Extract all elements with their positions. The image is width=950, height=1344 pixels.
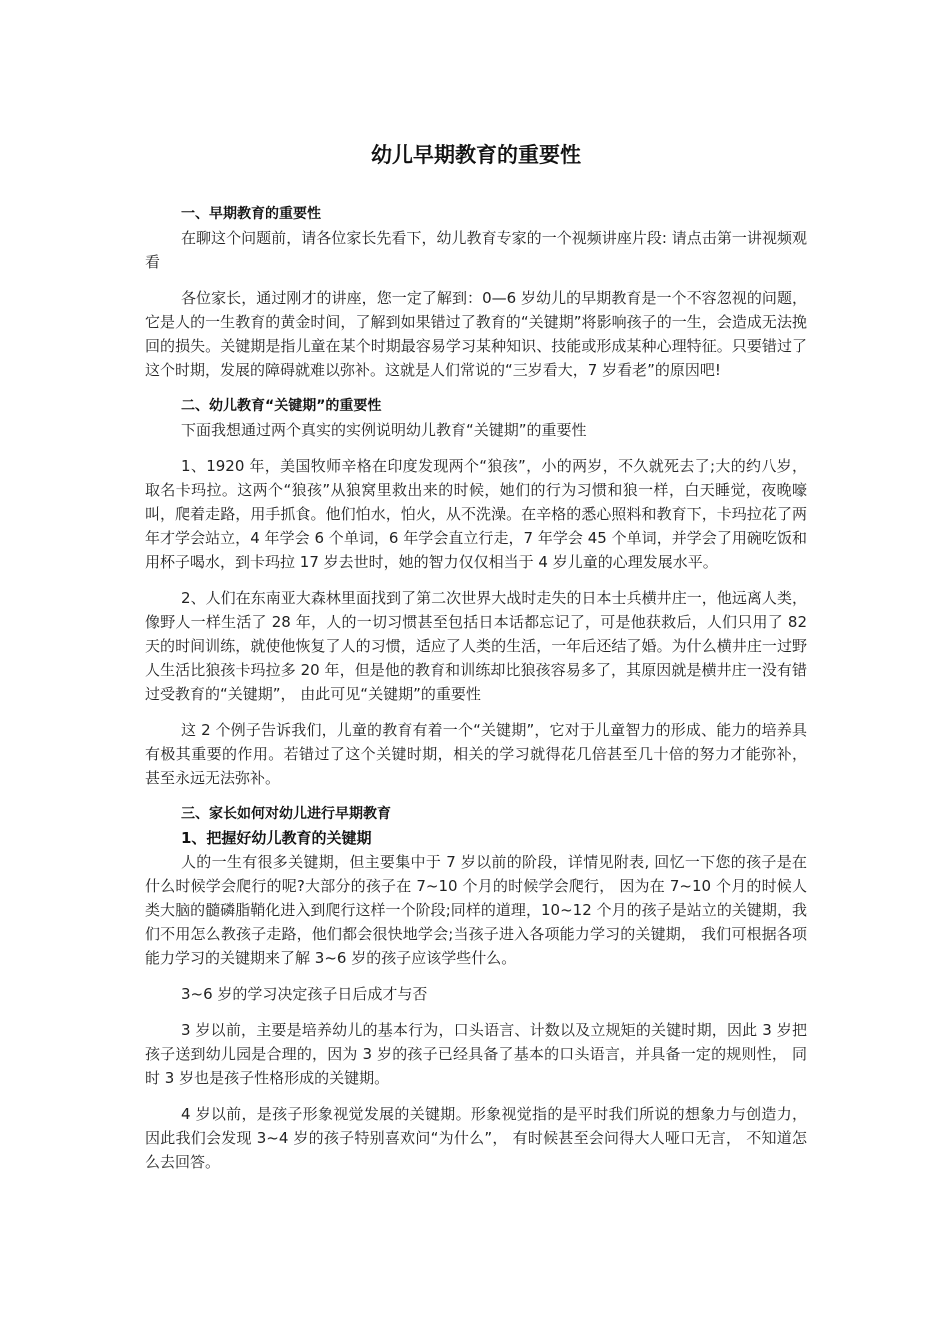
section-3-paragraph-1: 人的一生有很多关键期，但主要集中于 7 岁以前的阶段，详情见附表, 回忆一下您的孩子是在什么时候学会爬行的呢?大部分的孩子在 7~10 个月的时候学会爬行， 因为在 7~10 个月的时候人类大脑的髓磷脂鞘化进入到爬行这样一个阶段;同样的道理，10~12 个月的孩子是站立的关键期，我们不用怎么教孩子走路，他们都会很快地学会;当孩子进入各项能力学习的关键期， 我们可根据各项能力学习的关键期来了解 3~6 岁的孩子应该学些什么。 [145, 853, 807, 967]
section-2-paragraph-4: 这 2 个例子告诉我们，儿童的教育有着一个“关键期”，它对于儿童智力的形成、能力的培养具有极其重要的作用。若错过了这个关键时期，相关的学习就得花几倍甚至几十倍的努力才能弥补， 甚至永远无法弥补。 [145, 721, 807, 787]
section-3-paragraph-3: 3 岁以前，主要是培养幼儿的基本行为，口头语言、计数以及立规矩的关键时期，因此 3 岁把孩子送到幼儿园是合理的，因为 3 岁的孩子已经具备了基本的口头语言，并具备一定的规则性， 同时 3 岁也是孩子性格形成的关键期。 [145, 1021, 807, 1087]
page-title: 幼儿早期教育的重要性 [371, 143, 581, 167]
section-3-paragraph-2: 3~6 岁的学习决定孩子日后成才与否 [181, 985, 428, 1003]
section-1-heading: 一、早期教育的重要性 [181, 206, 321, 222]
section-1-paragraph-1: 在聊这个问题前，请各位家长先看下，幼儿教育专家的一个视频讲座片段: 请点击第一讲视频观看 [145, 229, 807, 271]
section-2-paragraph-3: 2、人们在东南亚大森林里面找到了第二次世界大战时走失的日本士兵横井庄一，他远离人类，像野人一样生活了 28 年，人的一切习惯甚至包括日本话都忘记了，可是他获救后，人们只用了 82 天的时间训练，就使他恢复了人的习惯，适应了人类的生活，一年后还结了婚。为什么横井庄一过野人生活比狼孩卡玛拉多 20 年，但是他的教育和训练却比狼孩容易多了，其原因就是横井庄一没有错过受教育的“关键期”， 由此可见“关键期”的重要性 [145, 589, 807, 703]
section-1-paragraph-2: 各位家长，通过刚才的讲座，您一定了解到：0—6 岁幼儿的早期教育是一个不容忽视的问题，它是人的一生教育的黄金时间，了解到如果错过了教育的“关键期”将影响孩子的一生，会造成无法挽回的损失。关键期是指儿童在某个时期最容易学习某种知识、技能或形成某种心理特征。只要错过了这个时期，发展的障碍就难以弥补。这就是人们常说的“三岁看大，7 岁看老”的原因吧! [145, 289, 807, 379]
section-3-sub-heading: 1、把握好幼儿教育的关键期 [181, 829, 372, 847]
section-2-heading: 二、幼儿教育“关键期”的重要性 [181, 398, 382, 414]
section-2-paragraph-1: 下面我想通过两个真实的实例说明幼儿教育“关键期”的重要性 [181, 421, 587, 439]
document-page [145, 138, 807, 1186]
section-3-paragraph-4: 4 岁以前，是孩子形象视觉发展的关键期。形象视觉指的是平时我们所说的想象力与创造力， 因此我们会发现 3~4 岁的孩子特别喜欢问“为什么”， 有时候甚至会问得大人哑口无言， 不知道怎么去回答。 [145, 1105, 807, 1171]
section-3-heading: 三、家长如何对幼儿进行早期教育 [181, 806, 391, 822]
section-2-paragraph-2: 1、1920 年，美国牧师辛格在印度发现两个“狼孩”，小的两岁，不久就死去了;大的约八岁，取名卡玛拉。这两个“狼孩”从狼窝里救出来的时候，她们的行为习惯和狼一样，白天睡觉，夜晚嚎叫，爬着走路，用手抓食。他们怕水，怕火，从不洗澡。在辛格的悉心照料和教育下，卡玛拉花了两年才学会站立，4 年学会 6 个单词，6 年学会直立行走，7 年学会 45 个单词，并学会了用碗吃饭和用杯子喝水，到卡玛拉 17 岁去世时，她的智力仅仅相当于 4 岁儿童的心理发展水平。 [145, 457, 807, 571]
